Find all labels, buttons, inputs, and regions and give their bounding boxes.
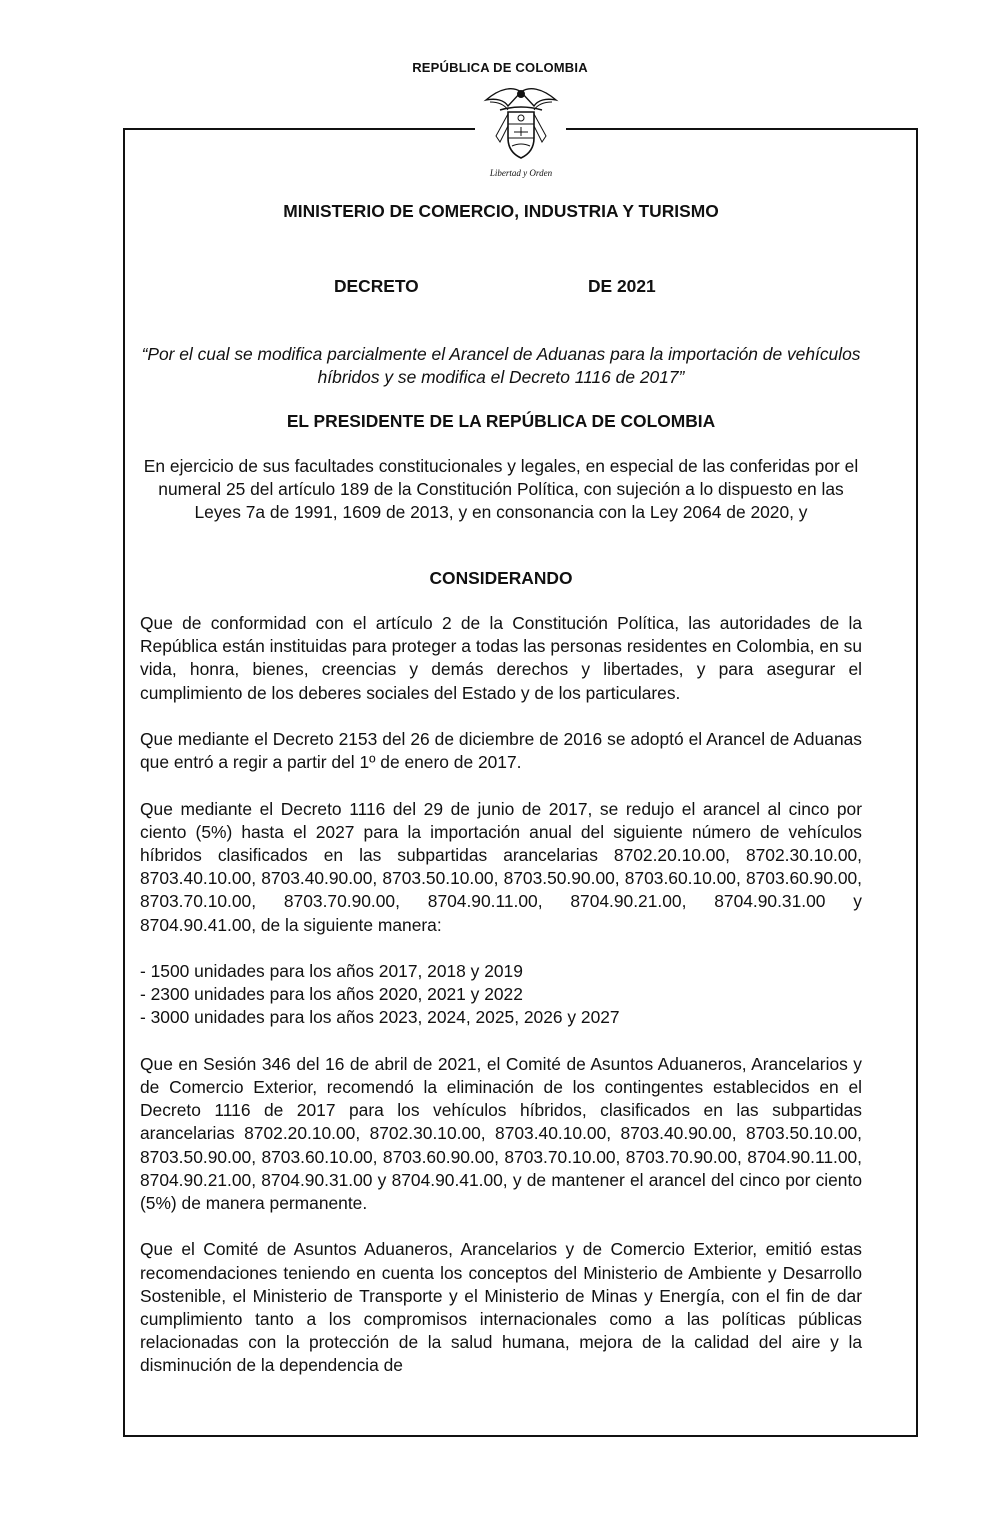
consideration-paragraph: Que de conformidad con el artículo 2 de la Constitución Política, las autoridades de la República están instituidas para proteger a todas las personas residentes en Colombia, en su vida, honra, bienes, creencias y demás derechos y libertades, y para asegurar el cumplimiento de los deberes sociales del Estado y de los particulares.	[140, 613, 862, 703]
consideration-paragraph: Que mediante el Decreto 2153 del 26 de diciembre de 2016 se adoptó el Arancel de Aduanas que entró a regir a partir del 1º de enero de 2017.	[140, 729, 862, 773]
coat-of-arms-seal	[478, 82, 564, 182]
quota-list	[140, 960, 862, 1030]
decree-label: DECRETO	[334, 276, 419, 296]
considerando-heading: CONSIDERANDO	[429, 568, 573, 588]
consideration-paragraph: Que en Sesión 346 del 16 de abril de 2021, el Comité de Asuntos Aduaneros, Arancelarios y de Comercio Exterior, recomendó la eliminación de los contingentes establecidos en el Decreto 1116 de 2017 para los vehículos híbridos, clasificados en las subpartidas arancelarias 8702.20.10.00, 8702.30.10.00, 8703.40.10.00, 8703.40.90.00, 8703.50.10.00, 8703.50.90.00, 8703.60.10.00, 8703.60.90.00, 8703.70.10.00, 8703.70.90.00, 8704.90.11.00, 8704.90.21.00, 8704.90.31.00 y 8704.90.41.00, y de mantener el arancel del cinco por ciento (5%) de manera permanente.	[140, 1053, 862, 1214]
decree-epigraph: “Por el cual se modifica parcialmente el Arancel de Aduanas para la importación de vehículos híbridos y se modifica el Decreto 1116 de 2017”	[141, 344, 861, 388]
president-heading: EL PRESIDENTE DE LA REPÚBLICA DE COLOMBIA	[286, 411, 716, 431]
quota-list-item: - 1500 unidades para los años 2017, 2018 y 2019	[140, 961, 523, 981]
quota-list-item: - 2300 unidades para los años 2020, 2021 y 2022	[140, 984, 523, 1005]
ministry-title: MINISTERIO DE COMERCIO, INDUSTRIA Y TURISMO	[283, 201, 719, 221]
svg-text:Libertad y Orden: Libertad y Orden	[489, 168, 553, 178]
consideration-paragraph: Que mediante el Decreto 1116 del 29 de junio de 2017, se redujo el arancel al cinco por ciento (5%) hasta el 2027 para la importación anual del siguiente número de vehículos híbridos clasificados en las subpartidas arancelarias 8702.20.10.00, 8702.30.10.00, 8703.40.10.00, 8703.40.90.00, 8703.50.10.00, 8703.50.90.00, 8703.60.10.00, 8703.60.90.00, 8703.70.10.00, 8703.70.90.00, 8704.90.11.00, 8704.90.21.00, 8704.90.31.00 y 8704.90.41.00, de la siguiente manera:	[140, 798, 862, 935]
considerations-body	[140, 612, 862, 1401]
country-header: REPÚBLICA DE COLOMBIA	[412, 60, 588, 75]
preamble-paragraph: En ejercicio de sus facultades constitucionales y legales, en especial de las conferidas por el numeral 25 del artículo 189 de la Constitución Política, con sujeción a lo dispuesto en las Leyes 7a de 1991, 1609 de 2013, y en consonancia con la Ley 2064 de 2020, y	[143, 456, 859, 523]
consideration-paragraph: Que el Comité de Asuntos Aduaneros, Arancelarios y de Comercio Exterior, emitió estas recomendaciones teniendo en cuenta los conceptos del Ministerio de Ambiente y Desarrollo Sostenible, el Ministerio de Transporte y el Ministerio de Minas y Energía, con el fin de dar cumplimiento tanto a los compromisos internacionales como a las políticas públicas relacionadas con la protección de la salud humana, mejora de la calidad del aire y la disminución de la dependencia de	[140, 1239, 862, 1376]
decree-year: DE 2021	[588, 276, 656, 296]
quota-list-item: - 3000 unidades para los años 2023, 2024, 2025, 2026 y 2027	[140, 1007, 620, 1028]
